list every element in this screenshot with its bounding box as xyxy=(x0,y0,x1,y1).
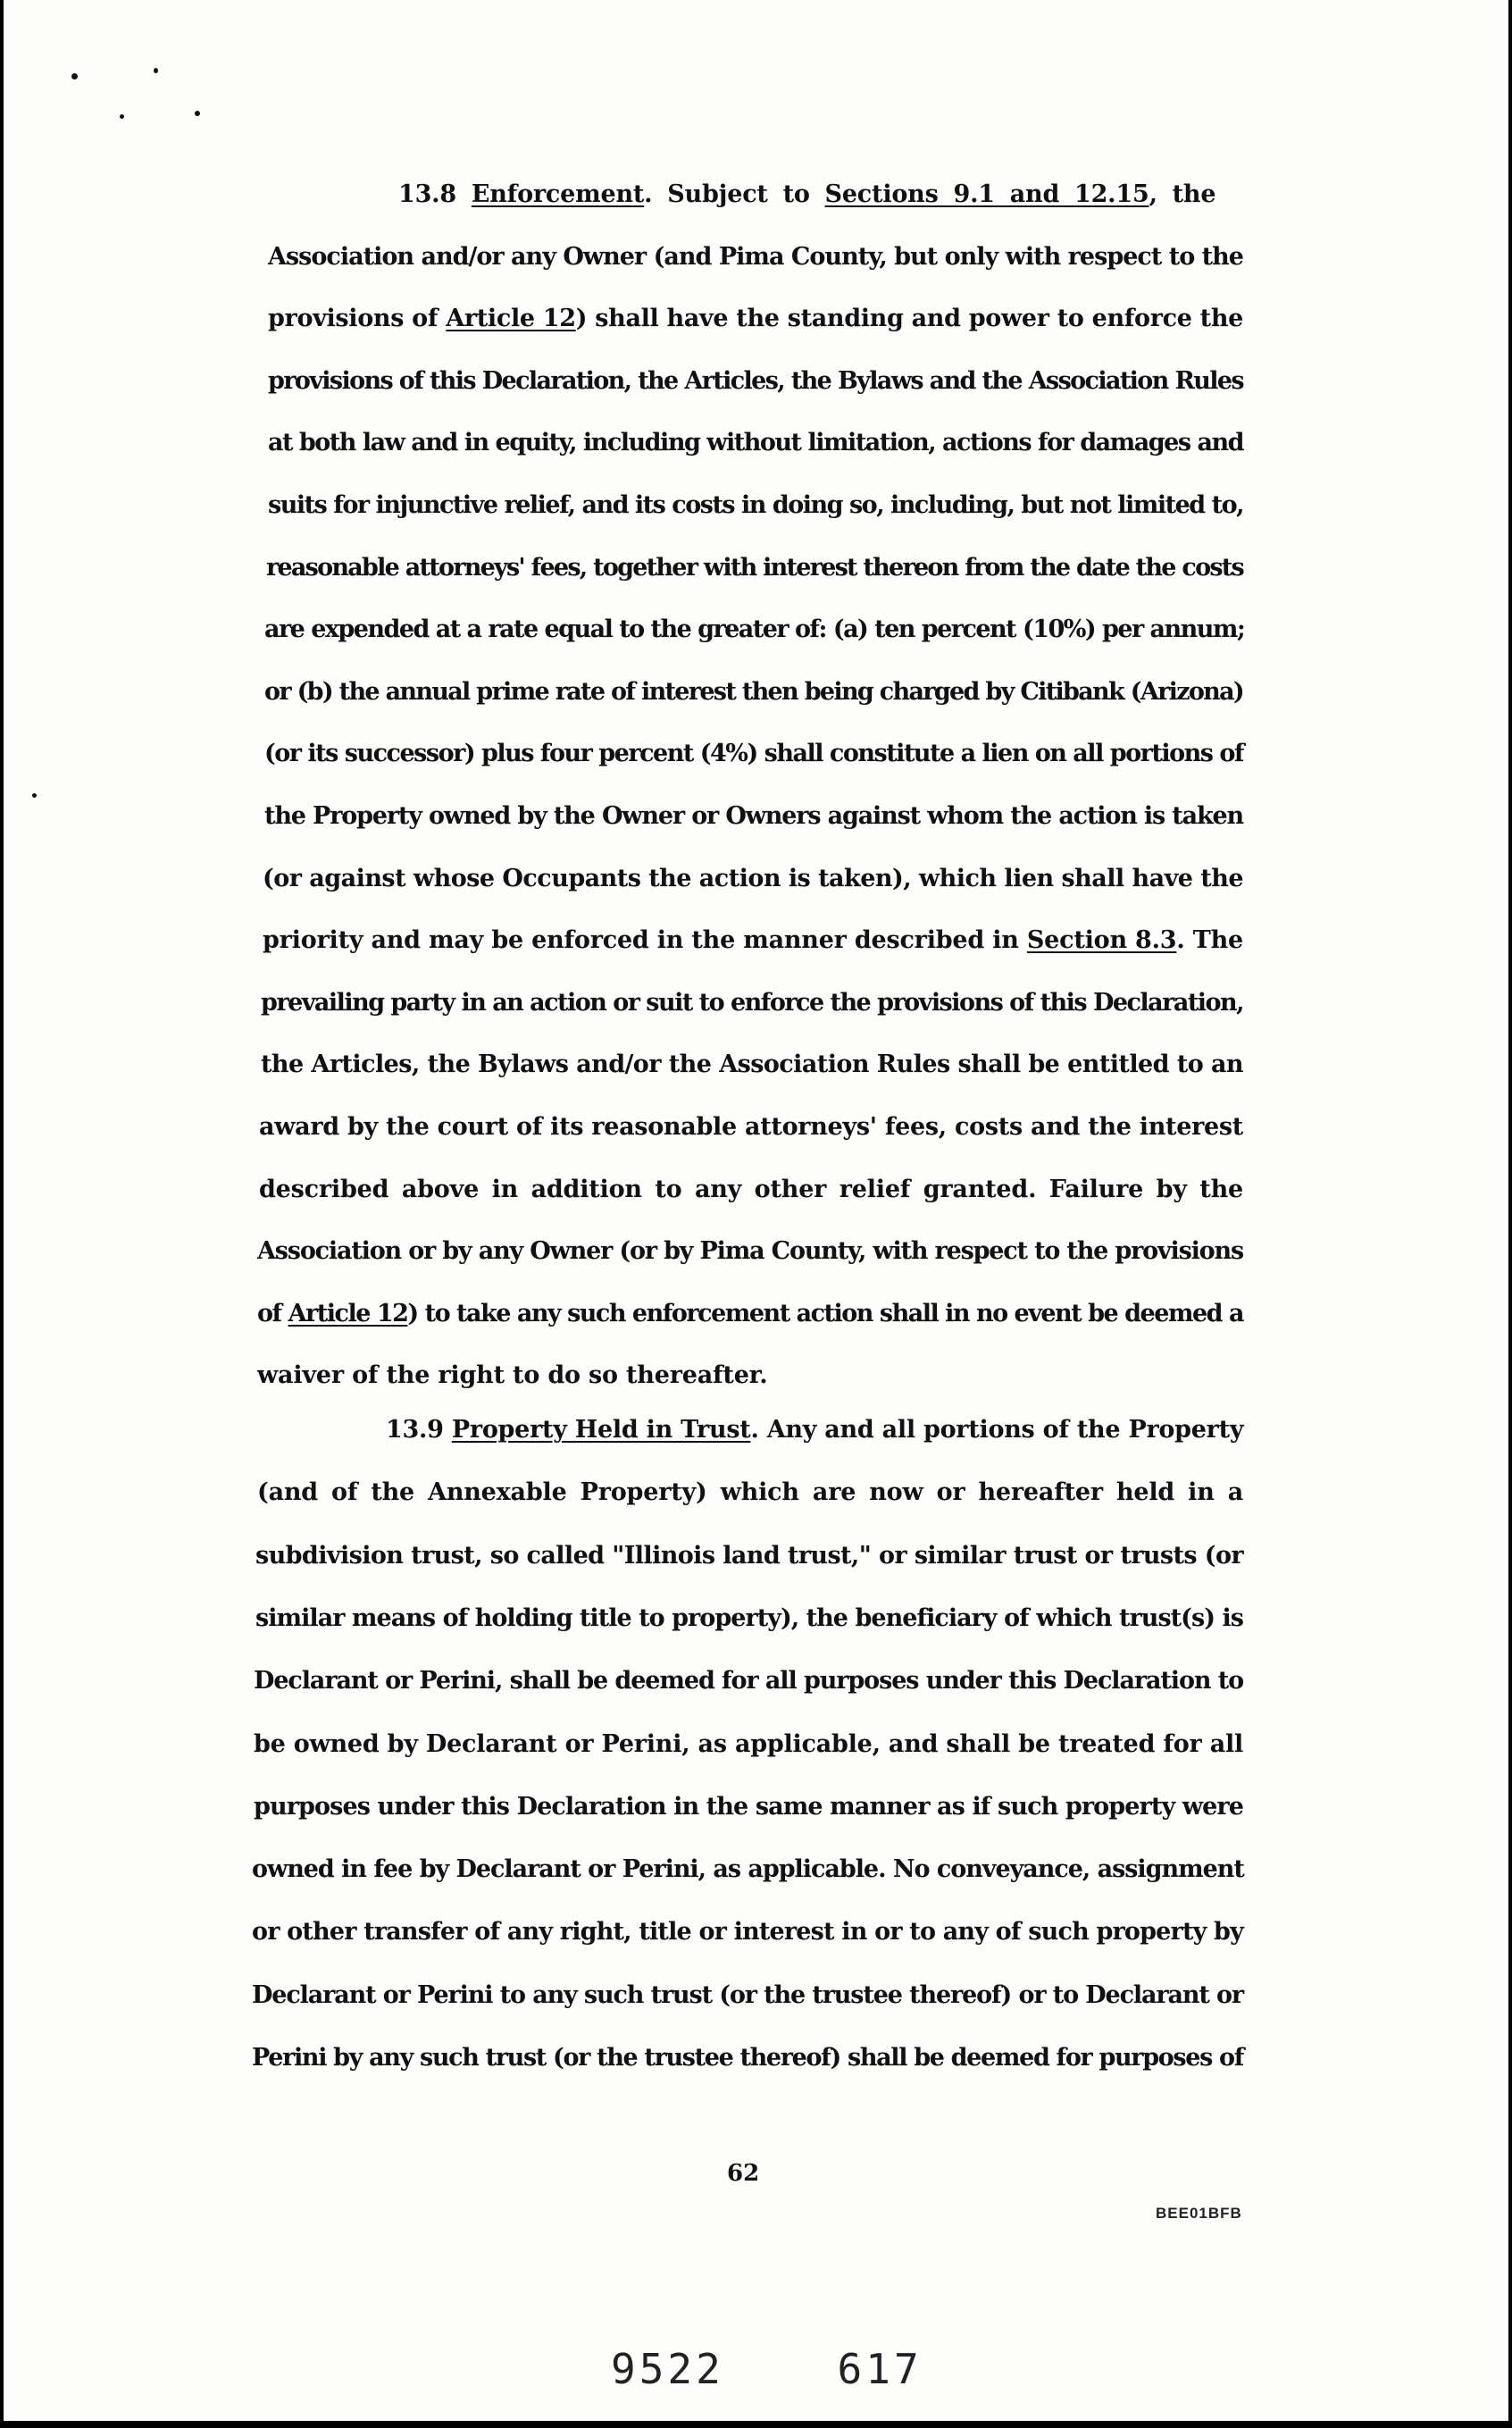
text-line xyxy=(268,243,1243,271)
text-run: similar means of holding title to property), the beneficiary of which trust(s) is xyxy=(255,1603,1243,1632)
text-run: . The xyxy=(1176,926,1244,955)
page-number: 62 xyxy=(727,2160,760,2187)
text-run: provisions of xyxy=(268,305,447,333)
text-line xyxy=(266,554,1243,582)
text-line xyxy=(252,1981,1243,2009)
scan-speck xyxy=(154,68,158,73)
text-run: at both law and in equity, including without limitation, actions for damages and xyxy=(268,429,1243,457)
text-run: provisions of this Declaration, the Articles, the Bylaws and the Association Rules xyxy=(268,366,1243,395)
text-run: Association and/or any Owner (and Pima County, but only with respect to the xyxy=(268,242,1243,271)
text-line xyxy=(261,989,1243,1017)
text-run: , the xyxy=(1149,180,1216,208)
text-run: reasonable attorneys' fees, together with interest thereon from the date the costs xyxy=(266,553,1243,582)
text-run: or (b) the annual prime rate of interest then being charged by Citibank (Arizona) xyxy=(264,677,1243,706)
scan-speck xyxy=(120,114,124,119)
text-run: award by the court of its reasonable attorneys' fees, costs and the interest xyxy=(259,1113,1243,1141)
text-run: the Property owned by the Owner or Owners against whom the action is taken xyxy=(264,802,1243,830)
text-run: ) shall have the standing and power to enforce the xyxy=(575,305,1243,333)
text-run: described above in addition to any other relief granted. Failure by the xyxy=(259,1175,1243,1203)
text-run: or other transfer of any right, title or interest in or to any of such property by xyxy=(252,1918,1243,1947)
document-code: BEE01BFB xyxy=(1156,2205,1242,2222)
text-run: Perini by any such trust (or the trustee thereof) shall be deemed for purposes of xyxy=(252,2044,1243,2072)
text-run: purposes under this Declaration in the same manner as if such property were xyxy=(254,1792,1243,1821)
text-line xyxy=(264,678,1243,706)
underlined-reference: Property Held in Trust xyxy=(451,1416,751,1444)
document-page xyxy=(4,0,1508,2421)
text-line xyxy=(268,367,1243,395)
text-line xyxy=(386,1416,1243,1444)
text-run: (or against whose Occupants the action is taken), which lien shall have the xyxy=(263,864,1243,892)
text-line xyxy=(252,1918,1243,1946)
text-line xyxy=(254,1667,1243,1695)
text-line xyxy=(255,1542,1243,1570)
text-line xyxy=(252,2044,1243,2072)
text-line xyxy=(264,615,1244,643)
text-line xyxy=(255,1604,1243,1632)
scan-speck xyxy=(71,73,78,80)
text-line xyxy=(257,1478,1243,1506)
text-run: . Subject to xyxy=(644,180,825,208)
text-line xyxy=(264,802,1243,830)
text-run: are expended at a rate equal to the greater of: (a) ten percent (10%) per annum; xyxy=(264,615,1245,644)
underlined-reference: Article 12 xyxy=(446,305,576,333)
text-run: (or its successor) plus four percent (4%) shall constitute a lien on all portions of xyxy=(264,740,1243,768)
text-run: suits for injunctive relief, and its costs in doing so, including, but not limited to, xyxy=(268,491,1243,519)
text-run: (and of the Annexable Property) which are now or hereafter held in a xyxy=(257,1478,1243,1507)
text-line xyxy=(263,926,1243,954)
underlined-reference: Article 12 xyxy=(288,1299,408,1327)
text-run: owned in fee by Declarant or Perini, as applicable. No conveyance, assignment xyxy=(252,1855,1244,1884)
recording-stamp: 9522 617 xyxy=(611,2345,923,2393)
text-run: priority and may be enforced in the manner described in xyxy=(263,926,1027,955)
scan-speck xyxy=(32,793,37,798)
text-line xyxy=(257,1300,1243,1327)
text-run: . Any and all portions of the Property xyxy=(750,1416,1244,1444)
underlined-reference: Section 8.3 xyxy=(1026,926,1177,955)
text-line xyxy=(263,865,1243,892)
text-run: Association or by any Owner (or by Pima County, with respect to the provisions xyxy=(257,1237,1243,1266)
text-line xyxy=(268,429,1243,456)
text-line xyxy=(259,1113,1243,1141)
text-run: waiver of the right to do so thereafter. xyxy=(257,1361,768,1390)
text-line xyxy=(398,180,1215,208)
text-run: 13.8 xyxy=(398,180,472,208)
underlined-reference: Sections 9.1 and 12.15 xyxy=(824,180,1149,208)
text-run: ) to take any such enforcement action shall in no event be deemed a xyxy=(407,1299,1243,1327)
text-line xyxy=(252,1855,1244,1883)
text-line xyxy=(264,740,1243,767)
text-run: prevailing party in an action or suit to enforce the provisions of this Declaration, xyxy=(261,988,1243,1017)
scan-speck xyxy=(195,111,200,116)
underlined-reference: Enforcement xyxy=(471,180,645,208)
text-run: Declarant or Perini, shall be deemed for all purposes under this Declaration to xyxy=(254,1667,1243,1695)
text-run: of xyxy=(257,1299,288,1327)
text-line xyxy=(268,305,1243,332)
text-run: be owned by Declarant or Perini, as applicable, and shall be treated for all xyxy=(254,1729,1243,1758)
text-line xyxy=(259,1176,1243,1203)
text-line xyxy=(254,1793,1243,1821)
text-run: subdivision trust, so called "Illinois land trust," or similar trust or trusts (or xyxy=(255,1541,1243,1570)
text-line xyxy=(268,491,1243,519)
text-run: 13.9 xyxy=(386,1416,452,1444)
text-line xyxy=(261,1051,1243,1078)
text-line xyxy=(257,1361,767,1389)
text-line xyxy=(257,1237,1243,1265)
text-run: the Articles, the Bylaws and/or the Association Rules shall be entitled to an xyxy=(261,1051,1243,1079)
text-line xyxy=(254,1730,1243,1758)
text-run: Declarant or Perini to any such trust (or the trustee thereof) or to Declarant or xyxy=(252,1980,1243,2009)
